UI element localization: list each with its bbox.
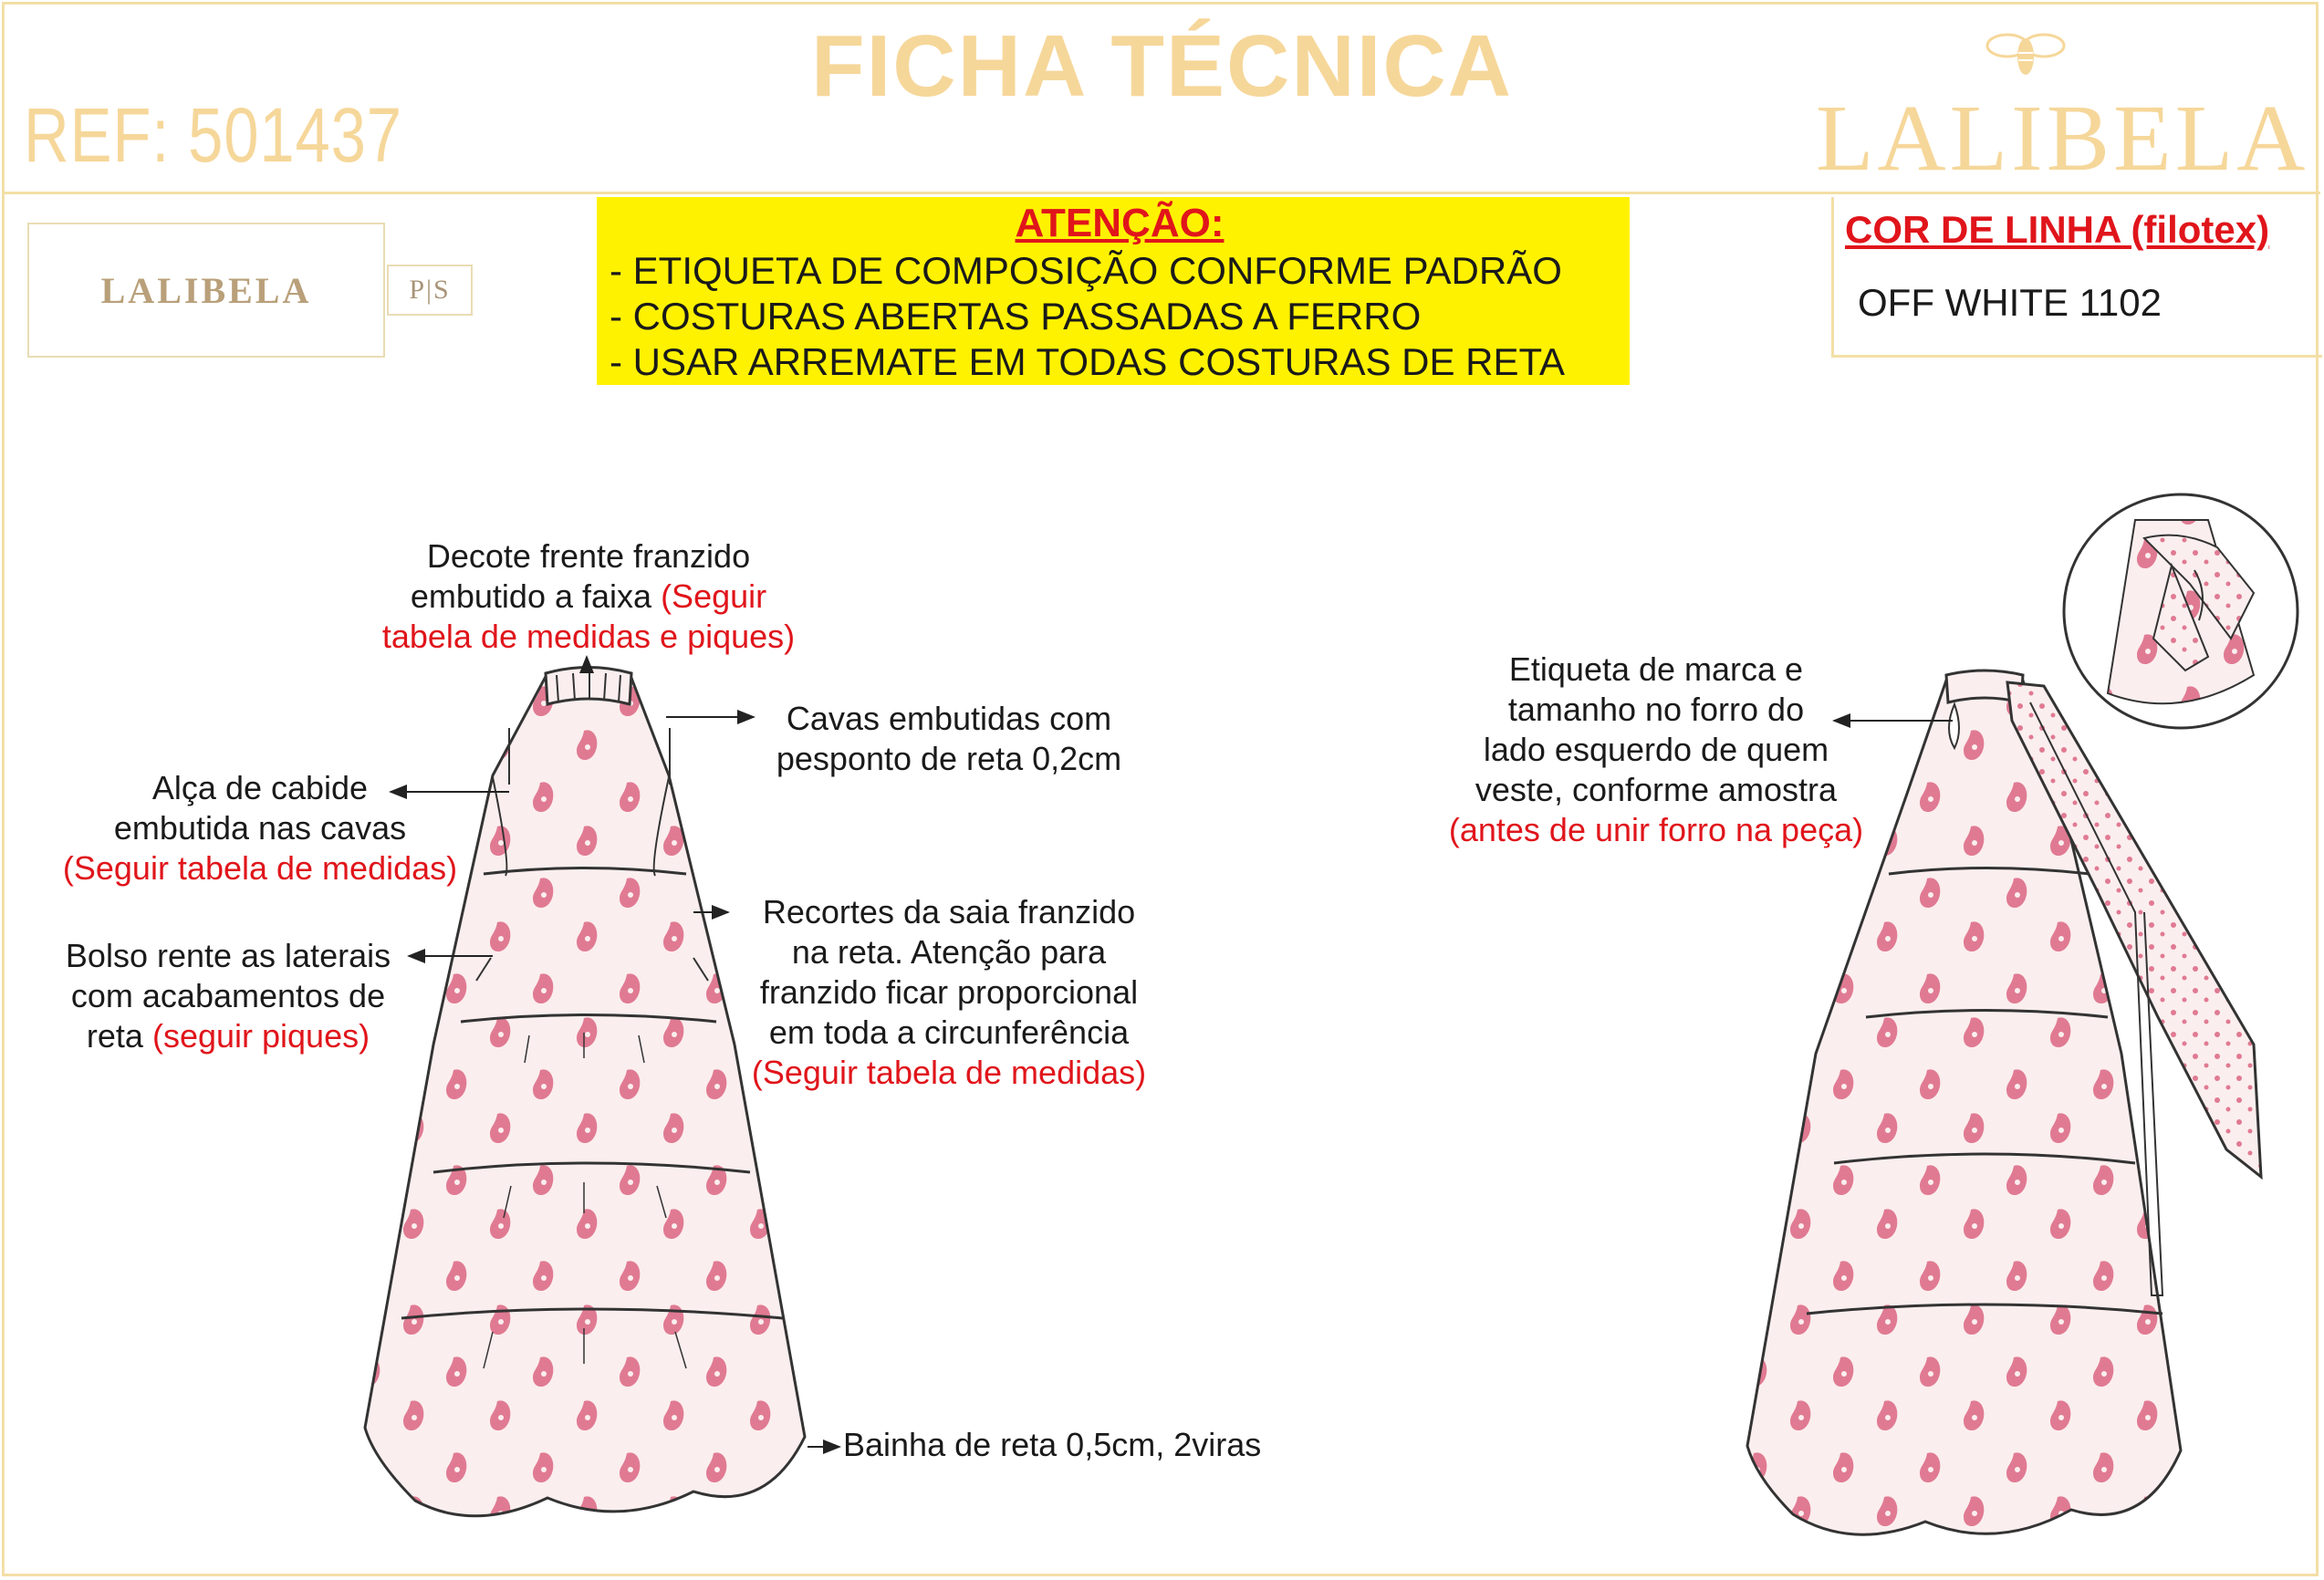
brand-logo: LALIBELA bbox=[1816, 86, 2309, 191]
label-brand-text: LALIBELA bbox=[100, 269, 312, 311]
page-title: FICHA TÉCNICA bbox=[810, 17, 1514, 115]
attention-line: - COSTURAS ABERTAS PASSADAS A FERRO bbox=[610, 295, 1422, 338]
note-brand-label: Etiqueta de marca e tamanho no forro do lado esquerdo de quem veste, conforme amostra (antes de unir forro na peça) bbox=[1448, 650, 1864, 848]
note-neckline: Decote frente franzido embutido a faixa (Seguir tabela de medidas e piques) bbox=[381, 537, 796, 655]
attention-line: - USAR ARREMATE EM TODAS COSTURAS DE RETA bbox=[610, 340, 1566, 383]
note-pocket: Bolso rente as laterais com acabamentos de reta (seguir piques) bbox=[65, 937, 391, 1055]
neck-detail-inset bbox=[2064, 494, 2298, 728]
reference-number: REF: 501437 bbox=[24, 92, 402, 178]
note-armholes: Cavas embutidas com pesponto de reta 0,2cm bbox=[776, 700, 1122, 777]
note-hem: Bainha de reta 0,5cm, 2viras bbox=[843, 1426, 1262, 1463]
thread-color-title: COR DE LINHA (filotex) bbox=[1845, 208, 2270, 251]
attention-line: - ETIQUETA DE COMPOSIÇÃO CONFORME PADRÃO bbox=[610, 249, 1562, 292]
note-hanger-strap: Alça de cabide embutida nas cavas (Seguir tabela de medidas) bbox=[62, 769, 458, 887]
size-label-sample: P|S bbox=[387, 265, 473, 316]
thread-color-value: OFF WHITE 1102 bbox=[1858, 281, 2162, 324]
attention-title: ATENÇÃO: bbox=[1015, 201, 1225, 245]
note-skirt-tiers: Recortes da saia franzido na reta. Atenção para franzido ficar proporcional em toda a circunferência (Seguir tabela de medidas) bbox=[751, 893, 1147, 1091]
